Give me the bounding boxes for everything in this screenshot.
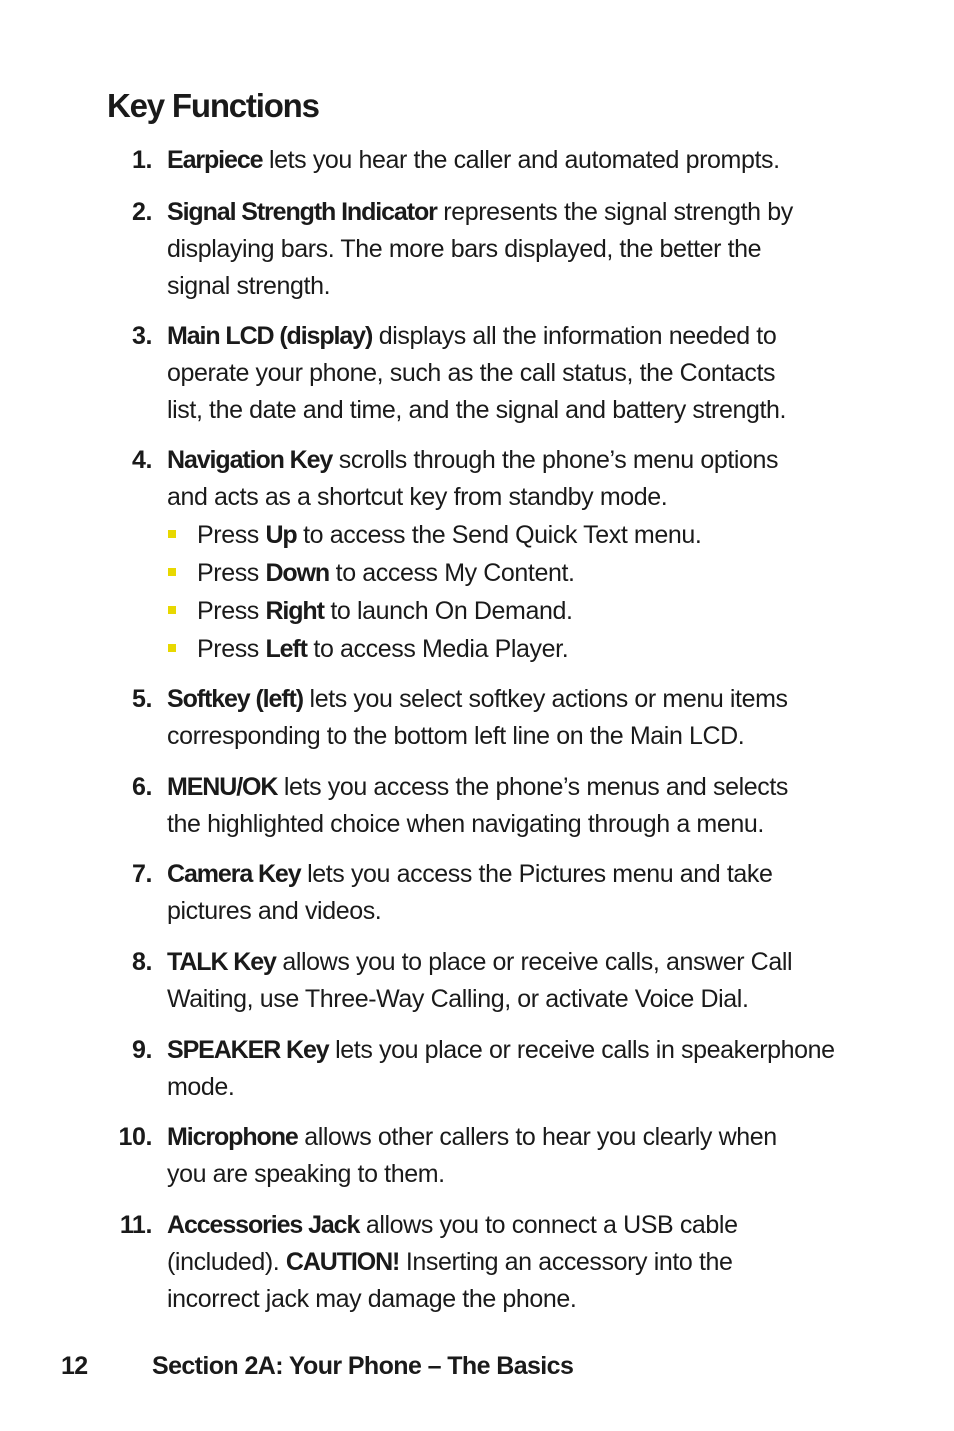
- section-title: Section 2A: Your Phone – The Basics: [152, 1352, 574, 1380]
- bullet-item: Press Left to access Media Player.: [167, 630, 872, 668]
- item-term: SPEAKER Key: [167, 1036, 329, 1064]
- item-text: lets you place or receive calls in speakerphone: [328, 1036, 835, 1064]
- item-text: allows other callers to hear you clearly when: [297, 1123, 777, 1151]
- item-term: MENU/OK: [167, 773, 278, 801]
- bullet-item: Press Right to launch On Demand.: [167, 592, 872, 630]
- key-name: Down: [265, 559, 330, 587]
- square-bullet-icon: [168, 644, 176, 652]
- bullet-item: Press Down to access My Content.: [167, 554, 872, 592]
- square-bullet-icon: [168, 530, 176, 538]
- item-number: 2.: [131, 198, 152, 226]
- item-text: lets you hear the caller and automated prompts.: [262, 146, 780, 174]
- item-text: you are speaking to them.: [167, 1160, 445, 1188]
- item-text: Waiting, use Three-Way Calling, or activate Voice Dial.: [167, 985, 749, 1013]
- page-title: Key Functions: [107, 87, 319, 124]
- item-number: 6.: [131, 773, 152, 801]
- square-bullet-icon: [168, 568, 176, 576]
- item-number: 8.: [131, 948, 152, 976]
- item-term: TALK Key: [167, 948, 276, 976]
- item-text: lets you access the phone’s menus and selects: [277, 773, 788, 801]
- item-text: operate your phone, such as the call status, the Contacts: [167, 359, 776, 387]
- item-text: scrolls through the phone’s menu options: [332, 446, 779, 474]
- item-text: lets you select softkey actions or menu items: [303, 685, 788, 713]
- item-text: and acts as a shortcut key from standby mode.: [167, 483, 668, 511]
- item-number: 5.: [131, 685, 152, 713]
- item-term: Navigation Key: [167, 446, 333, 474]
- item-term: Camera Key: [167, 860, 301, 888]
- key-name: Right: [265, 597, 324, 625]
- item-text: incorrect jack may damage the phone.: [167, 1285, 577, 1313]
- item-term: Accessories Jack: [167, 1211, 360, 1239]
- item-text: lets you access the Pictures menu and take: [300, 860, 773, 888]
- item-term: Signal Strength Indicator: [167, 198, 437, 226]
- item-text: mode.: [167, 1073, 235, 1101]
- item-term: Main LCD (display): [167, 322, 373, 350]
- item-number: 3.: [131, 322, 152, 350]
- item-text: allows you to place or receive calls, answer Call: [275, 948, 793, 976]
- item-text: represents the signal strength by: [436, 198, 793, 226]
- item-text: displaying bars. The more bars displayed, the better the: [167, 235, 762, 263]
- item-number: 7.: [131, 860, 152, 888]
- bullet-item: Press Up to access the Send Quick Text menu.: [167, 516, 872, 554]
- item-number: 1.: [131, 146, 152, 174]
- square-bullet-icon: [168, 606, 176, 614]
- page-number: 12: [61, 1352, 88, 1380]
- item-text: (included).: [167, 1248, 286, 1276]
- item-text: list, the date and time, and the signal and battery strength.: [167, 396, 787, 424]
- key-name: Up: [265, 521, 297, 549]
- item-text: pictures and videos.: [167, 897, 382, 925]
- item-text: Inserting an accessory into the: [405, 1248, 733, 1276]
- key-name: Left: [265, 635, 307, 663]
- item-text: allows you to connect a USB cable: [359, 1211, 738, 1239]
- caution-label: CAUTION!: [285, 1248, 400, 1276]
- item-number: 11.: [119, 1211, 152, 1239]
- item-number: 9.: [131, 1036, 152, 1064]
- item-term: Microphone: [167, 1123, 298, 1151]
- item-text: corresponding to the bottom left line on the Main LCD.: [167, 722, 745, 750]
- item-number: 4.: [131, 446, 152, 474]
- item-term: Softkey (left): [167, 685, 304, 713]
- item-text: signal strength.: [167, 272, 331, 300]
- item-number: 10.: [118, 1123, 152, 1151]
- item-term: Earpiece: [167, 146, 263, 174]
- item-text: the highlighted choice when navigating through a menu.: [167, 810, 764, 838]
- item-text: displays all the information needed to: [372, 322, 777, 350]
